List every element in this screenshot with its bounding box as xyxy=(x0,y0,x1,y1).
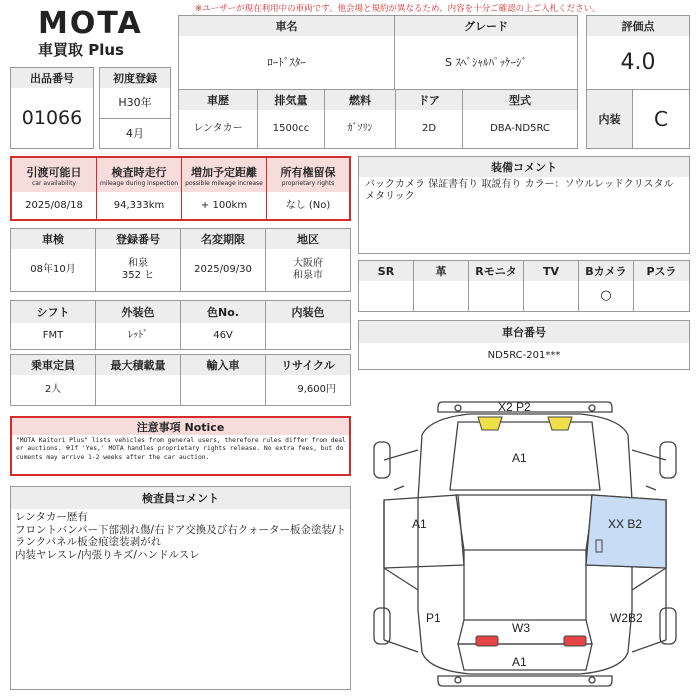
availability-date-label: 引渡可能日 car availability xyxy=(12,158,96,192)
history-value: レンタカー xyxy=(193,123,243,134)
score-value: 4.0 xyxy=(620,49,656,75)
doors-value: 2D xyxy=(421,123,437,134)
rear-bumper-outline xyxy=(438,676,612,686)
registration-number-value: 和泉 352 ヒ xyxy=(121,258,155,281)
capacity-table xyxy=(10,354,351,406)
proprietary-rights-value: なし (No) xyxy=(285,199,331,211)
equipment-comment-box xyxy=(358,156,690,254)
equipment-comment-text: バックカメラ 保証書有り 取説有り カラー：ソウルレッドクリスタルメタリック xyxy=(365,179,674,202)
grade-label: グレード xyxy=(395,16,577,36)
availability-date-value: 2025/08/18 xyxy=(25,199,83,211)
registration-table xyxy=(10,228,351,292)
interior-color-value xyxy=(266,323,350,349)
history-label: 車歴 xyxy=(179,90,257,110)
diagram-label-rear-bumper: W3 xyxy=(512,621,530,635)
shift-label: シフト xyxy=(11,301,95,323)
mota-logo xyxy=(38,8,148,66)
tv-value xyxy=(524,281,578,311)
inspector-comment-box xyxy=(10,486,351,690)
exterior-color-value: ﾚｯﾄﾞ xyxy=(128,330,148,341)
chassis-number-value: ND5RC-201*** xyxy=(487,350,561,361)
displacement-value: 1500cc xyxy=(272,123,310,134)
options-table xyxy=(358,260,690,312)
inspector-comment-line: 内装ヤレスレ/内張りキズ/ハンドルスレ xyxy=(15,548,200,561)
interior-value: C xyxy=(654,107,668,131)
car-condition-diagram xyxy=(360,390,692,698)
interior-label: 内装 xyxy=(587,90,632,148)
inspection-expiry-label: 車検 xyxy=(11,229,95,249)
mileage-increase-value: + 100km xyxy=(200,199,248,211)
score-label: 評価点 xyxy=(587,16,689,36)
max-load-value xyxy=(96,375,180,405)
diagram-label-hood: A1 xyxy=(512,451,527,465)
sunroof-value xyxy=(359,281,413,311)
diagram-label-front: X2 P2 xyxy=(498,400,531,414)
logo-title: MOTA xyxy=(38,6,143,41)
inspection-mileage-value: 94,333km xyxy=(113,199,165,211)
diagram-label-right-rear: W2B2 xyxy=(610,611,643,625)
listing-number-label: 出品番号 xyxy=(11,68,93,88)
doors-label: ドア xyxy=(396,90,462,110)
interior-box xyxy=(586,89,690,149)
right-door-highlight xyxy=(586,495,666,568)
logo-subtitle: 車買取 Plus xyxy=(38,41,124,59)
leather-value xyxy=(414,281,468,311)
first-registration-box xyxy=(99,67,171,149)
inspection-mileage-label: 検査時走行 mileage during inspection xyxy=(97,158,181,192)
notice-label: 注意事項 Notice xyxy=(12,418,349,435)
recycle-fee-value: 9,600円 xyxy=(297,384,336,395)
headlight-right xyxy=(548,417,572,430)
proprietary-rights-label: 所有権留保 proprietary rights xyxy=(267,158,349,192)
inspector-comment-text xyxy=(15,511,347,561)
name-change-deadline-value: 2025/09/30 xyxy=(194,264,252,275)
rear-monitor-value xyxy=(469,281,523,311)
inspector-comment-line: レンタカー歴有 xyxy=(15,511,88,523)
inspector-comment-line: フロントバンパー下部割れ傷/右ドア交換及び右クォーター板金塗装/トランクパネル板金痕塗装剥がれ xyxy=(15,523,346,548)
diagram-label-left-door: A1 xyxy=(412,517,427,531)
score-box xyxy=(586,15,690,90)
power-slide-value xyxy=(634,281,689,311)
seating-capacity-label: 乗車定員 xyxy=(11,355,95,375)
first-registration-label: 初度登録 xyxy=(100,68,170,88)
diagram-label-left-rear: P1 xyxy=(426,611,441,625)
exterior-color-label: 外装色 xyxy=(96,301,180,323)
mileage-increase-label: 増加予定距離 possible mileage increase xyxy=(182,158,266,192)
recycle-fee-label: リサイクル xyxy=(266,355,350,375)
interior-color-label: 内装色 xyxy=(266,301,350,323)
taillight-right xyxy=(564,636,586,646)
color-number-value: 46V xyxy=(213,330,233,341)
first-registration-month: 4月 xyxy=(126,126,144,140)
car-name-value: ﾛｰﾄﾞｽﾀｰ xyxy=(267,55,306,69)
power-slide-label: Pスラ xyxy=(634,261,689,281)
max-load-label: 最大積載量 xyxy=(96,355,180,375)
availability-table xyxy=(10,156,351,221)
region-label: 地区 xyxy=(266,229,350,249)
inspector-comment-label: 検査員コメント xyxy=(11,487,350,509)
region-value: 大阪府 和泉市 xyxy=(293,258,323,281)
notice-text: "MOTA Kaitori Plus" lists vehicles from general users, therefore rules differ from dealer auctions. ※If 'Yes,' MOTA handles proprietary rights release. No extra fees, but documents may arrive 1-2 weeks after the car auction. xyxy=(16,437,346,461)
tv-label: TV xyxy=(524,261,578,281)
displacement-label: 排気量 xyxy=(258,90,324,110)
notice-box xyxy=(10,416,351,476)
specs-table xyxy=(178,89,578,149)
sunroof-label: SR xyxy=(359,261,413,281)
body-info-table xyxy=(10,300,351,350)
chassis-number-box xyxy=(358,320,690,370)
diagram-label-right-door: XX B2 xyxy=(608,517,643,531)
first-registration-year: H30年 xyxy=(118,96,152,109)
name-change-deadline-label: 名変期限 xyxy=(181,229,265,249)
rear-monitor-label: Rモニタ xyxy=(469,261,523,281)
registration-number-label: 登録番号 xyxy=(96,229,180,249)
fuel-value: ｶﾞｿﾘﾝ xyxy=(347,123,373,134)
leather-label: 革 xyxy=(414,261,468,281)
chassis-number-label: 車台番号 xyxy=(359,321,689,343)
back-camera-value: ○ xyxy=(600,288,612,303)
taillight-left xyxy=(476,636,498,646)
left-door-outline xyxy=(384,495,464,568)
model-code-value: DBA-ND5RC xyxy=(490,123,550,134)
listing-number-box xyxy=(10,67,94,149)
car-name-label: 車名 xyxy=(179,16,394,36)
grade-value: S ｽﾍﾟｼｬﾙﾊﾟｯｹｰｼﾞ xyxy=(445,55,527,69)
model-code-label: 型式 xyxy=(463,90,577,110)
shift-value: FMT xyxy=(42,330,64,341)
fuel-label: 燃料 xyxy=(325,90,395,110)
diagram-label-rear: A1 xyxy=(512,655,527,669)
color-number-label: 色No. xyxy=(181,301,265,323)
back-camera-label: Bカメラ xyxy=(579,261,633,281)
listing-number-value: 01066 xyxy=(21,107,83,129)
imported-value xyxy=(181,375,265,405)
headlight-left xyxy=(478,417,502,430)
equipment-comment-label: 装備コメント xyxy=(359,157,689,177)
top-notice: ※ユーザーが現在利用中の車両です。他会場と規約が異なるため、内容を十分ご確認の上ご入札ください。 xyxy=(195,4,601,14)
imported-label: 輸入車 xyxy=(181,355,265,375)
car-name-grade-box xyxy=(178,15,578,90)
seating-capacity-value: 2人 xyxy=(44,384,62,395)
inspection-expiry-value: 08年10月 xyxy=(30,264,76,275)
